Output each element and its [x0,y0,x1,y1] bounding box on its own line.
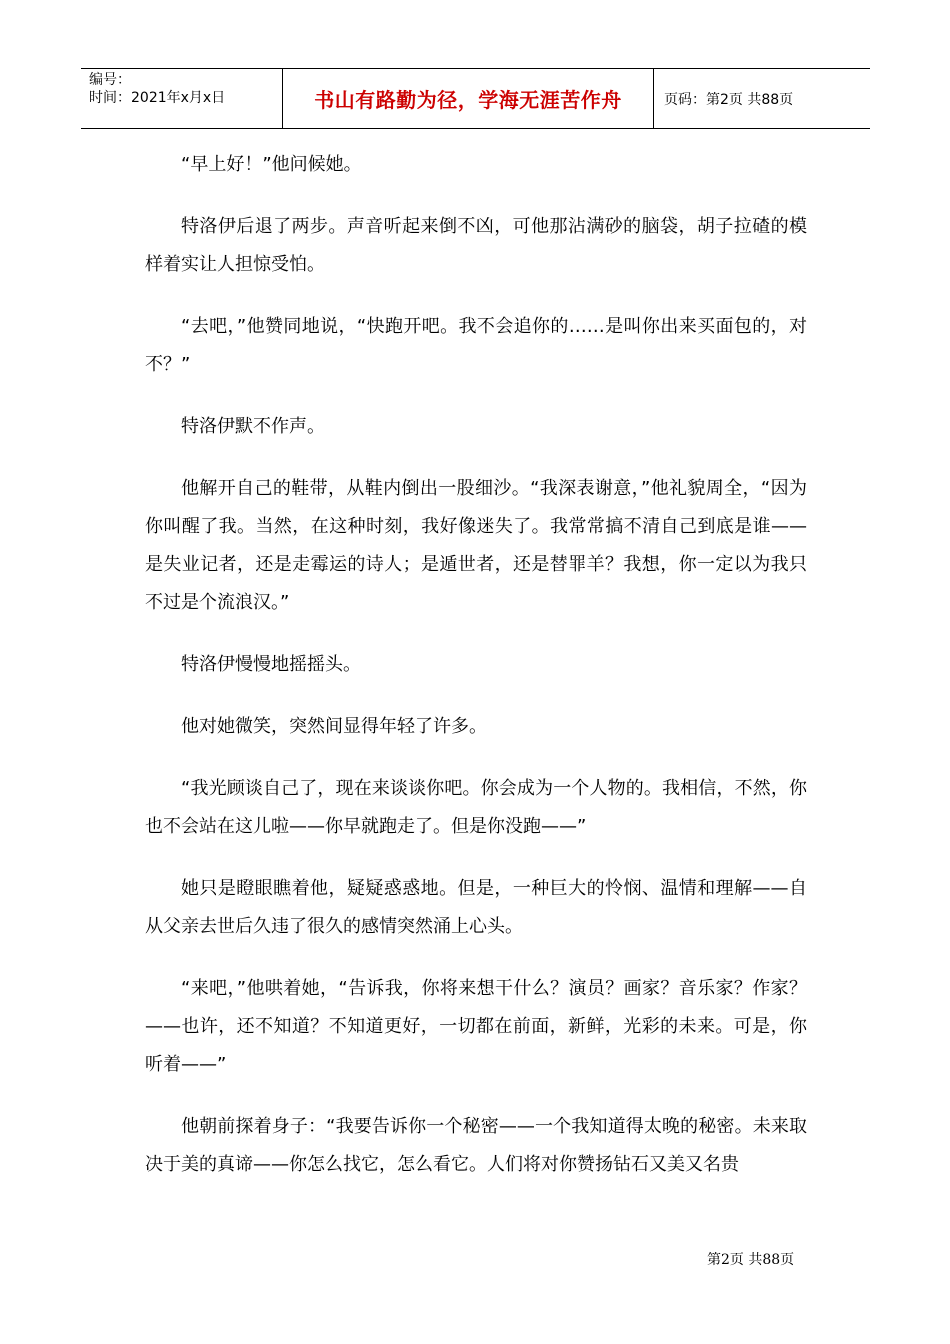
paragraph: 特洛伊慢慢地摇摇头。 [181,654,361,675]
paragraph: 他对她微笑，突然间显得年轻了许多。 [181,716,487,737]
page-footer: 第2页 共88页 [707,1252,795,1268]
document-body [145,146,807,1208]
paragraph: “去吧，”他赞同地说，“快跑开吧。我不会追你的……是叫你出来买面包的，对不？” [145,316,807,375]
time-label: 时间：2021年x月x日 [89,90,226,106]
page-header [81,68,870,129]
paragraph: “早上好！”他问候她。 [181,154,362,175]
paragraph: 特洛伊默不作声。 [181,416,325,437]
number-label: 编号： [89,72,131,88]
paragraph: 她只是瞪眼瞧着他，疑疑惑惑地。但是，一种巨大的怜悯、温情和理解——自从父亲去世后久违了很久的感情突然涌上心头。 [145,878,807,937]
paragraph: 他朝前探着身子：“我要告诉你一个秘密——一个我知道得太晚的秘密。未来取决于美的真谛——你怎么找它，怎么看它。人们将对你赞扬钻石又美又名贵 [145,1116,807,1175]
header-meta [81,69,283,128]
header-motto: 书山有路勤为径，学海无涯苦作舟 [283,69,654,128]
paragraph: “来吧，”他哄着她，“告诉我，你将来想干什么？演员？画家？音乐家？作家？——也许，还不知道？不知道更好，一切都在前面，新鲜，光彩的未来。可是，你听着——” [145,978,807,1075]
paragraph: “我光顾谈自己了，现在来谈谈你吧。你会成为一个人物的。我相信，不然，你也不会站在这儿啦——你早就跑走了。但是你没跑——” [145,778,807,837]
paragraph: 特洛伊后退了两步。声音听起来倒不凶，可他那沾满砂的脑袋，胡子拉碴的模样着实让人担惊受怕。 [145,216,807,275]
header-page-code: 页码：第2页 共88页 [664,91,794,108]
paragraph: 他解开自己的鞋带，从鞋内倒出一股细沙。“我深表谢意，”他礼貌周全，“因为你叫醒了我。当然，在这种时刻，我好像迷失了。我常常搞不清自己到底是谁——是失业记者，还是走霉运的诗人；是遁世者，还是替罪羊？我想，你一定以为我只不过是个流浪汉。” [145,478,807,613]
